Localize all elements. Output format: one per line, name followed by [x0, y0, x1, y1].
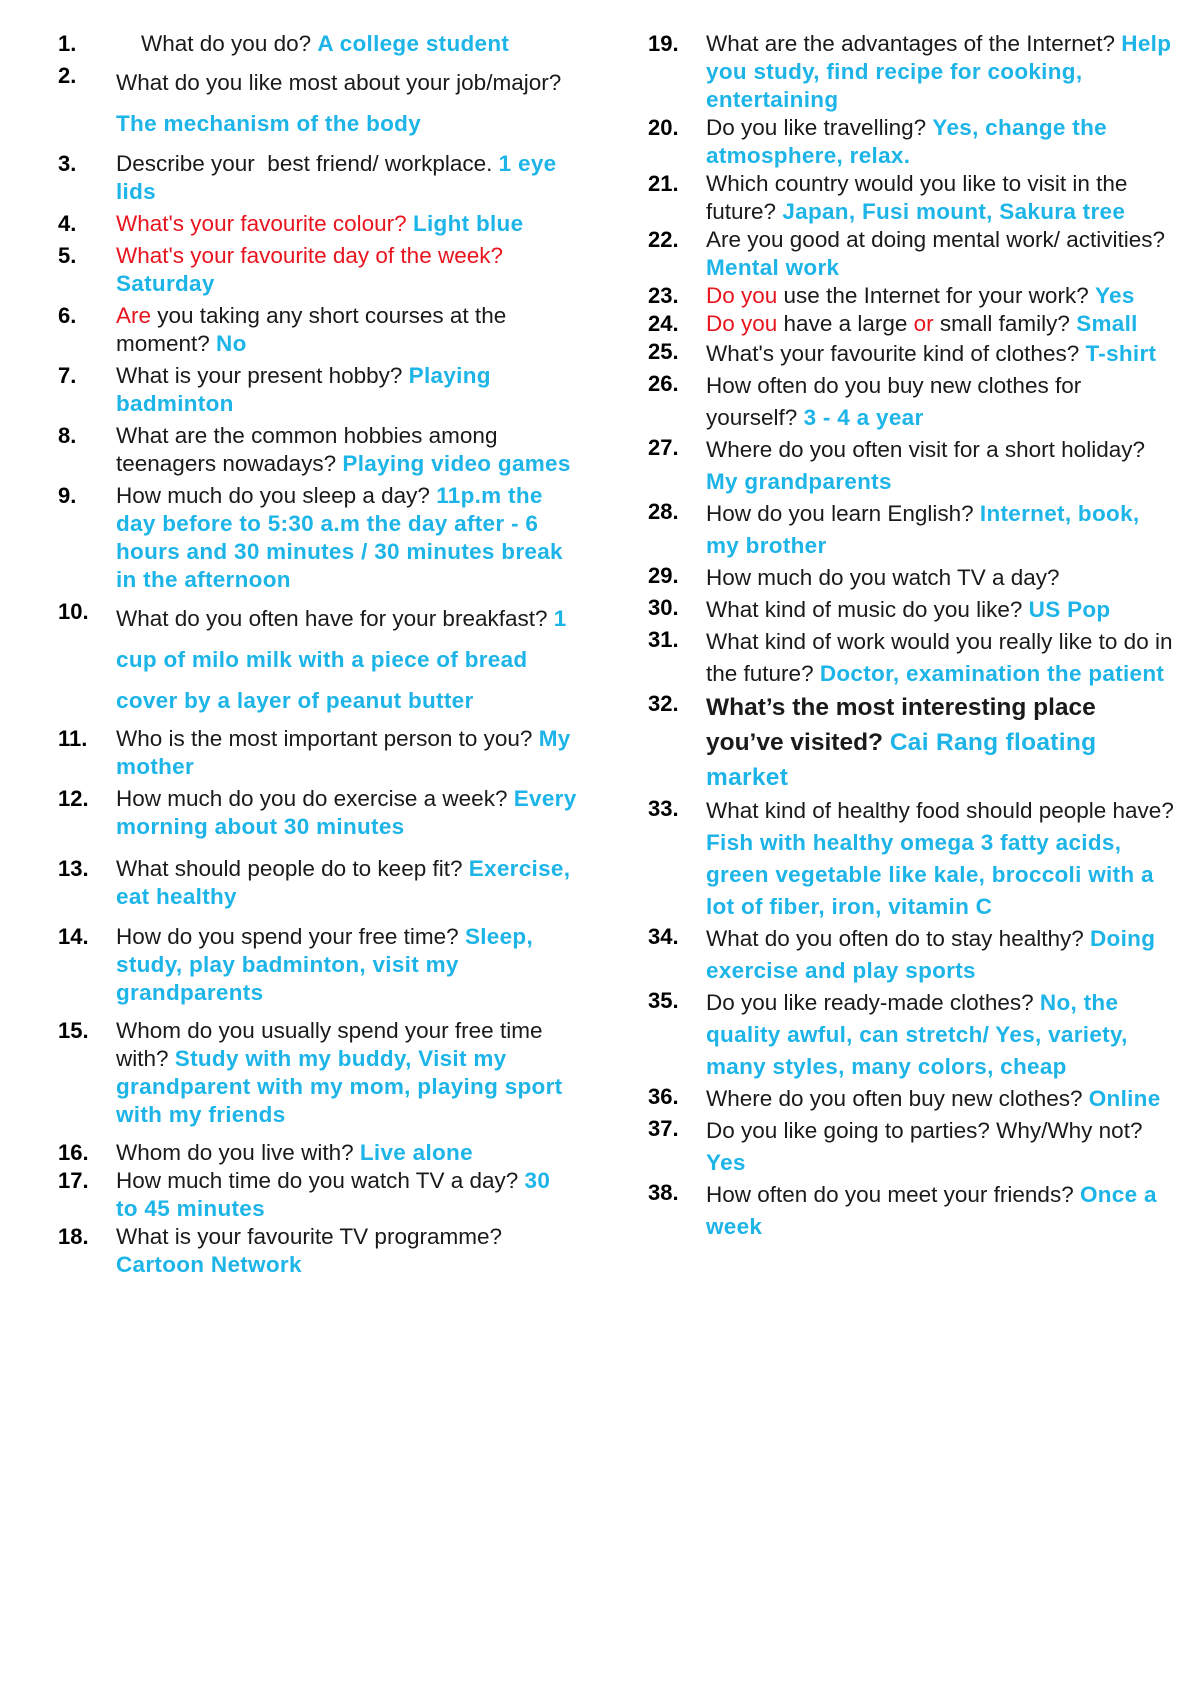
question-segment: What should people do to keep fit? [116, 856, 469, 881]
question-number: 26. [648, 371, 679, 396]
answer-text: Internet, book, my brother [706, 501, 1146, 558]
question-number: 32. [648, 691, 679, 716]
question-item [58, 1139, 578, 1167]
question-number: 30. [648, 595, 679, 620]
answer-text: No, the quality awful, can stretch/ Yes, variety, many styles, many colors, cheap [706, 990, 1135, 1079]
question-number: 34. [648, 924, 679, 949]
question-number: 35. [648, 988, 679, 1013]
question-segment: What do you often do to stay healthy? [706, 926, 1090, 951]
right-column [648, 30, 1181, 1243]
answer-text: Every morning about 30 minutes [116, 786, 584, 839]
question-item [648, 1179, 1178, 1243]
question-segment: How much do you watch TV a day? [706, 565, 1060, 590]
answer-text: Small [1076, 311, 1138, 336]
question-number: 6. [58, 303, 77, 328]
question-segment: How do you spend your free time? [116, 924, 465, 949]
question-text [706, 1115, 1178, 1179]
question-segment: Whom do you usually spend your free time with? [116, 1018, 549, 1071]
question-item [58, 150, 578, 206]
question-number: 38. [648, 1180, 679, 1205]
question-number: 29. [648, 563, 679, 588]
question-item [648, 498, 1178, 562]
question-text [706, 987, 1178, 1083]
question-item [58, 725, 578, 781]
question-text [116, 422, 578, 478]
question-segment: use the Internet for your work? [777, 283, 1095, 308]
question-number: 2. [58, 63, 77, 88]
question-number: 21. [648, 171, 679, 196]
question-item [648, 626, 1178, 690]
question-number: 27. [648, 435, 679, 460]
question-segment: How much do you sleep a day? [116, 483, 437, 508]
question-number: 17. [58, 1168, 89, 1193]
question-item [648, 282, 1178, 310]
answer-text: 3 - 4 a year [803, 405, 924, 430]
question-item [648, 562, 1178, 594]
question-segment: have a large [777, 311, 914, 336]
question-number: 19. [648, 31, 679, 56]
question-segment: What are the advantages of the Internet? [706, 31, 1122, 56]
question-text [706, 1083, 1178, 1115]
question-text [116, 1017, 578, 1129]
answer-text: Yes, change the atmosphere, relax. [706, 115, 1114, 168]
question-item [648, 1115, 1178, 1179]
question-text [116, 210, 578, 238]
question-number: 28. [648, 499, 679, 524]
question-text [116, 362, 578, 418]
question-item [648, 338, 1178, 370]
question-number: 16. [58, 1140, 89, 1165]
question-text [706, 562, 1178, 594]
question-item [58, 62, 578, 144]
question-item [648, 310, 1178, 338]
question-text [116, 1223, 578, 1279]
question-number: 7. [58, 363, 77, 388]
question-text [116, 62, 578, 144]
question-text [706, 310, 1178, 338]
question-item [58, 1167, 578, 1223]
answer-text: Yes [706, 1150, 746, 1175]
question-segment: Whom do you live with? [116, 1140, 360, 1165]
question-segment: What is your favourite TV programme? [116, 1224, 509, 1249]
question-number: 15. [58, 1018, 89, 1043]
question-text [116, 785, 584, 841]
question-text [706, 690, 1178, 795]
question-item [58, 30, 578, 58]
question-item [648, 795, 1181, 923]
answer-text: The mechanism of the body [116, 111, 422, 136]
question-item [58, 855, 578, 911]
question-item [648, 594, 1178, 626]
answer-text: 30 to 45 minutes [116, 1168, 557, 1221]
question-text [116, 242, 578, 298]
question-segment: What's your favourite kind of clothes? [706, 341, 1086, 366]
question-item [58, 362, 578, 418]
answer-text: Exercise, eat healthy [116, 856, 577, 909]
left-column [58, 30, 584, 1279]
question-segment: How often do you buy new clothes for yourself? [706, 373, 1088, 430]
answer-text: My grandparents [706, 469, 892, 494]
question-text [116, 302, 578, 358]
answer-text: My mother [116, 726, 578, 779]
question-item [648, 1083, 1178, 1115]
question-segment: Do you [706, 311, 778, 336]
question-number: 9. [58, 483, 77, 508]
question-text [706, 338, 1178, 370]
answer-text: Doctor, examination the patient [819, 661, 1165, 686]
question-segment: Do you like travelling? [706, 115, 933, 140]
answer-text: A college student [317, 31, 510, 56]
question-number: 36. [648, 1084, 679, 1109]
question-segment: How much time do you watch TV a day? [116, 1168, 525, 1193]
question-text [116, 1167, 578, 1223]
question-item [58, 923, 578, 1007]
question-number: 20. [648, 115, 679, 140]
question-segment: What do you often have for your breakfast? [116, 606, 554, 631]
question-text [116, 855, 578, 911]
question-item [58, 598, 578, 721]
question-number: 31. [648, 627, 679, 652]
question-item [648, 434, 1178, 498]
question-segment: Who is the most important person to you? [116, 726, 539, 751]
question-text [706, 626, 1178, 690]
question-number: 10. [58, 599, 89, 624]
question-text [706, 498, 1178, 562]
answer-text: 1 cup of milo milk with a piece of bread cover by a layer of peanut butter [116, 606, 574, 713]
question-item [648, 923, 1178, 987]
answer-text: Doing exercise and play sports [706, 926, 1162, 983]
answer-text: Fish with healthy omega 3 fatty acids, green vegetable like kale, broccoli with a lot of fiber, iron, vitamin C [706, 830, 1161, 919]
answer-text: Sleep, study, play badminton, visit my grandparents [116, 924, 540, 1005]
question-item [58, 1223, 578, 1279]
answer-text: Yes [1094, 283, 1135, 308]
question-item [648, 370, 1178, 434]
answer-text: Once a week [706, 1182, 1164, 1239]
question-segment: How do you learn English? [706, 501, 980, 526]
answer-text: Help you study, find recipe for cooking, entertaining [706, 31, 1178, 112]
question-segment: or [913, 311, 934, 336]
question-item [58, 1017, 578, 1129]
question-item [58, 785, 584, 841]
question-number: 25. [648, 339, 679, 364]
question-segment: Do you like ready-made clothes? [706, 990, 1040, 1015]
question-item [58, 482, 578, 594]
question-text [706, 282, 1178, 310]
question-segment: What is your present hobby? [116, 363, 409, 388]
question-segment: What's your favourite colour? [116, 211, 413, 236]
answer-text: Online [1088, 1086, 1161, 1111]
question-text [116, 482, 578, 594]
question-text [706, 795, 1181, 923]
question-text [706, 434, 1178, 498]
answer-text: Live alone [359, 1140, 473, 1165]
question-segment: Do you [706, 283, 778, 308]
question-text [706, 226, 1178, 282]
question-segment: What kind of work would you really like to do in the future? [706, 629, 1179, 686]
question-segment: What kind of healthy food should people have? [706, 798, 1181, 823]
question-segment: small family? [933, 311, 1077, 336]
question-item [648, 170, 1178, 226]
answer-text: Cai Rang floating market [706, 729, 1104, 791]
question-text [116, 150, 578, 206]
question-number: 23. [648, 283, 679, 308]
question-number: 13. [58, 856, 89, 881]
answer-text: Saturday [116, 271, 215, 296]
question-item [58, 242, 578, 298]
answer-text: 1 eye lids [116, 151, 564, 204]
question-text [116, 1139, 578, 1167]
question-item [58, 302, 578, 358]
question-segment: Are [116, 303, 152, 328]
answer-text: No [216, 331, 247, 356]
question-item [58, 422, 578, 478]
question-text [116, 30, 578, 58]
question-text [706, 114, 1178, 170]
question-text [706, 170, 1178, 226]
question-segment: What do you like most about your job/major? [116, 70, 568, 95]
question-text [706, 594, 1178, 626]
question-segment: you taking any short courses at the moment? [116, 303, 513, 356]
question-number: 11. [58, 726, 88, 751]
question-segment: Do you like going to parties? Why/Why not? [706, 1118, 1149, 1143]
question-number: 37. [648, 1116, 679, 1141]
question-item [648, 987, 1178, 1083]
question-segment: What are the common hobbies among teenagers nowadays? [116, 423, 504, 476]
answer-text: Mental work [706, 255, 840, 280]
question-number: 18. [58, 1224, 89, 1249]
question-text [706, 923, 1178, 987]
question-item [648, 114, 1178, 170]
question-segment: Are you good at doing mental work/ activities? [706, 227, 1172, 252]
question-segment: What kind of music do you like? [706, 597, 1029, 622]
answer-text: T-shirt [1085, 341, 1157, 366]
question-number: 1. [58, 31, 77, 56]
answer-text: Cartoon Network [116, 1252, 302, 1277]
answer-text: Playing badminton [116, 363, 498, 416]
question-item [648, 30, 1178, 114]
question-text [116, 923, 578, 1007]
question-segment: What's your favourite day of the week? [116, 243, 510, 268]
question-number: 5. [58, 243, 77, 268]
question-number: 14. [58, 924, 89, 949]
question-number: 33. [648, 796, 679, 821]
question-number: 24. [648, 311, 679, 336]
answer-text: US Pop [1028, 597, 1111, 622]
question-number: 8. [58, 423, 77, 448]
question-number: 22. [648, 227, 679, 252]
question-segment: Which country would you like to visit in the future? [706, 171, 1134, 224]
question-segment: How often do you meet your friends? [706, 1182, 1080, 1207]
question-text [116, 725, 578, 781]
question-text [706, 1179, 1178, 1243]
question-segment: Where do you often buy new clothes? [706, 1086, 1089, 1111]
answer-text: 11p.m the day before to 5:30 a.m the day after - 6 hours and 30 minutes / 30 minutes break in the afternoon [116, 483, 570, 592]
question-item [648, 690, 1178, 795]
question-segment: What’s the most interesting place you’ve visited? [706, 694, 1103, 756]
answer-text: Playing video games [342, 451, 571, 476]
question-text [706, 370, 1178, 434]
question-number: 4. [58, 211, 77, 236]
question-text [116, 598, 578, 721]
question-segment: What do you do? [116, 31, 318, 56]
question-item [648, 226, 1178, 282]
question-segment: How much do you do exercise a week? [116, 786, 514, 811]
answer-text: Japan, Fusi mount, Sakura tree [782, 199, 1126, 224]
question-segment: Describe your best friend/ workplace. [116, 151, 499, 176]
question-number: 3. [58, 151, 77, 176]
question-item [58, 210, 578, 238]
question-number: 12. [58, 786, 89, 811]
answer-text: Light blue [412, 211, 524, 236]
question-text [706, 30, 1178, 114]
answer-text: Study with my buddy, Visit my grandparent with my mom, playing sport with my friends [116, 1046, 570, 1127]
question-segment: Where do you often visit for a short holiday? [706, 437, 1152, 462]
